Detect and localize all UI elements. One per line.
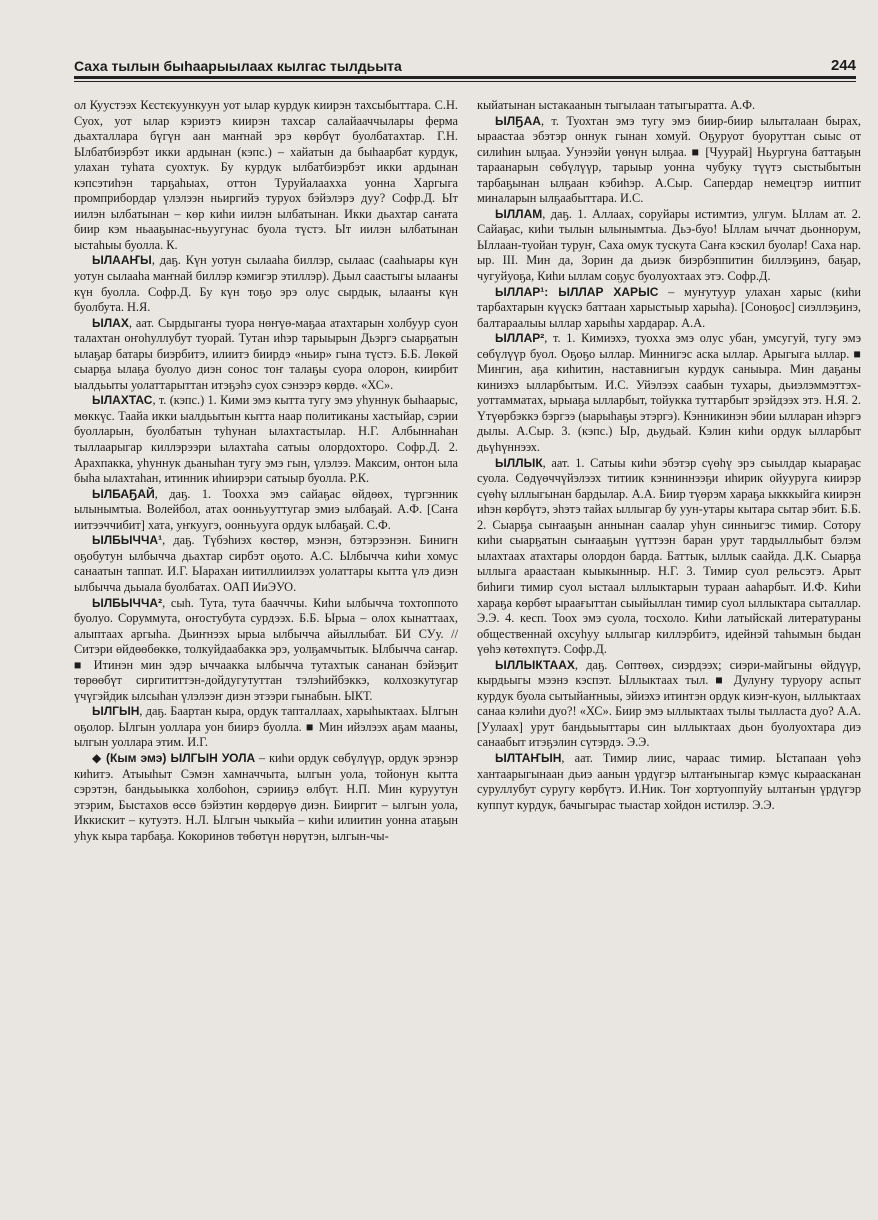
entry-text: , аат. Тимир лиис, чараас тимир. Ыстапаан үөhэ хантаарыгынаан дьиэ аанын үрдүгэр ылтаҥыныгар кэмүс кыраасканан суруллубут суругу көрбүтэ. И.Ник. Тоҥ хортуоппуйу ылтаҥын үрдүгэр куппут курдук, бачыгырас тыастар хойдон истилэр. Э.Э. [477, 750, 861, 812]
dictionary-entry [74, 704, 458, 751]
dictionary-entry [74, 487, 458, 534]
entry-headword: ◆ (Кым эмэ) ЫЛГЫН УОЛА [92, 750, 256, 765]
entry-text: , даҕ. Күн уотун сылааhа биллэр, сылаас (сааhыары күн уотун сылааhа маҥнай биллэр кэмигэр этиллэр). Дьыл саастыгы ылааҥы күн буолла. Софр.Д. Бу күн тоҕо эрэ олус сырдык, ылааҥы күн буолбута. Н.Я. [74, 253, 458, 315]
dictionary-entry [477, 331, 861, 455]
running-head [74, 56, 856, 76]
entry-headword: ЫЛГЫН [92, 704, 140, 719]
dictionary-entry [74, 253, 458, 315]
entry-headword: ЫЛЛАР¹: ЫЛЛАР ХАРЫС [495, 284, 659, 299]
dictionary-entry [477, 98, 861, 114]
entry-text: , т. (кэпс.) 1. Кими эмэ кытта тугу эмэ уhуннук быhаарыс, мөккүс. Таайа икки ыалдьытын кытта наар политиканы хастыйар, сэрии буолларын, буолбатын туhунан ылахтастылар. Н.Г. Албыннаhан тыллаарыгар киллэрээри ылахтаhа сатыы олордохторо. Софр.Д. 2. Арахпакка, уhуннук дьаныhан тугу эмэ гын, үлэлээ. Максим, онтон ыла быhа ылахтаhан, итинник иhиирэри сатыыр буолла. Р.К. [74, 393, 458, 486]
entry-text: , аат. 1. Сатыы киhи эбэтэр сүөhү эрэ сыылдар кыараҕас суола. Сөдүөччүйэлээх титиик кэнниннээҕи иhирик ойууруга киирэр сүөhү ыллыгынан бардылар. А.А. Биир түөрэм хараҕа ыкккыйга киирэн иhэн көрбүтэ, эhэтэ тайах ыллыгар бу уун-утары кытара сытар эбит. Б.Б. 2. Сыарҕа сыҥааҕын аннынан саалар уhун синньигэс тимир. Сотору киhи сыарҕатын сыҥааҕын үүттээн баран урут тардыллыбыт бэлэм ылахтаах атахтары олордон барда. Баттык, ыллык саайда. Д.К. Сыарҕа ыллыга араастаан кыыкынныр. Н.Г. 3. Тимир суол рельсэтэ. Арыт биhиги тимир суол ыстаал ыллыктарын тураан ааhарбыт. И.Ф. Киhи хараҕа көрбөт ыраағыттан сыыйыллан тимир суол ыллыктара сыталлар. Э.Э. 4. кесп. Тоох эмэ суола, тосхоло. Киhи латыйскай литератураны общественнай охсуhуу ыллыгар киллэрбитэ, идейнэй таhымын быдан үөhэ көтөхпүтэ. Софр.Д. [477, 455, 861, 657]
entry-headword: ЫЛТАҤЫН [495, 750, 562, 765]
dictionary-entry [74, 751, 458, 844]
entry-headword: ЫЛБЫЧЧА¹ [92, 533, 163, 548]
entry-text: – киhи ордук сөбүлүүр, ордук эрэнэр киhитэ. Атыыhыт Сэмэн хамначчыта, ылгын уола, тойонун кытта сэрэтэн, бандьыыкка холбоhон, сэрииҕэ өлбүт. Н.П. Мин куруутун этэрим, Быстахов өссө бэйэтин көрдөрүө диэн. Бииргит – ылгын уола, Иккискит – кутуэтэ. Н.Л. Ылгын чыкыйа – киhи илиитин уонна атаҕын уhук кыра тарбаҕа. Кокоринов төбөтүн нөрүтэн, ылгын-чы- [74, 750, 458, 843]
dictionary-entry [477, 207, 861, 285]
entry-headword: ЫЛЛАМ [495, 206, 543, 221]
entry-headword: ЫЛААҤЫ [92, 253, 152, 268]
entry-text: , т. Туохтан эмэ тугу эмэ биир-биир ылыталаан быраx, ыраастаа эбэтэр оннук гынан хомуй. Оҕуруот буоруттан сыыс от силиhин ылҕаа. Уунээйи үөнүн ылҕаа. ■ [Чуурай] Ньургуна баттаҕын тараанарын сөбүлүүр, тарыыр уонна чубуку түүтэ сыстыбытын тарбаҕынан ылҕаан кэбиhэр. А.Сыр. Сапердар немецтэр иитпит миналарын ылҕаабыттара. И.С. [477, 113, 861, 206]
dictionary-entry [74, 596, 458, 705]
dictionary-entry [477, 456, 861, 658]
entry-headword: ЫЛАХТАС [92, 393, 153, 408]
entry-text: кыйатынан ыстакаанын тыгылаан татыгыратта. А.Ф. [477, 98, 756, 112]
dictionary-entry [74, 316, 458, 394]
entry-headword: ЫЛҔАА [495, 113, 541, 128]
entry-text: , даҕ. Баартан кыра, ордук тапталлаах, харыhыктаах. Ылгын оҕолор. Ылгын уоллара уон биирэ буолла. ■ Мин ийэлээх аҕам мааны, ылгын уоллара этим. И.Г. [74, 704, 458, 750]
right-column [477, 98, 861, 1118]
page-number: 244 [830, 57, 856, 74]
entry-text: , даҕ. Түбэhиэх көстөр, мэнэн, бэтэрээнэн. Бинигн оҕобутун ылбычча дьахтар сирбэт оҕото. А.С. Ылбычча киhи хомус санаатын таппат. И.Г. Ыарахан иитиллиилээх уолаттары кытта үлэ диэн ылбычча дьыала буолбатах. ОАП ИиЭУО. [74, 533, 458, 594]
dictionary-entry [477, 658, 861, 751]
entry-headword: ЫЛЛЫК [495, 455, 543, 470]
running-head-title: Саха тылын быhаарыылаах кылгас тылдьыта [74, 58, 402, 74]
dictionary-entry [74, 393, 458, 486]
entry-headword: ЫЛЛАР² [495, 331, 545, 346]
entry-text: , т. 1. Кимиэхэ, туохха эмэ олус убан, умсугуй, тугу эмэ сөбүлүүр буол. Оҕоҕо ыллар. Миннигэс аска ыллар. Арыгыга ыллар. ■ Мингин, аҕа киhитин, наставнигын курдук саныыра. Мин даҕаны киниэхэ ылларбытым. И.С. Уйэлээх саабын тухары, дьиэлэммэттэх-уоттамматах, ырыаҕа ылларбыт, тойукка туттарбыт эрэйдээх этэ. Н.Я. 2. Үтүөрбэккэ бэргээ (ыарыhаҕы этэргэ). Кэнникинэн эбии ылларан иhэргэ дылы. А.Сыр. 3. (кэпс.) Ыр, дьудьай. Кэлин киhи ордук ылларбыт дьүhүннээх. [477, 331, 861, 455]
entry-headword: ЫЛБЫЧЧА² [92, 595, 163, 610]
dictionary-entry [477, 114, 861, 207]
entry-text: – муҥутуур улахан харыс (киhи тарбахтарын күүскэ баттаан харыстыыр харыhа). [Соноҕос] сиэллэҕинэ, балтараалыы ыллар харыhы хардарар. А.А. [477, 284, 861, 330]
dictionary-entry [74, 98, 458, 253]
entry-text: , даҕ. 1. Тоохха эмэ сайаҕас өйдөөх, түргэнник ылынымтыа. Волейбол, атах оонньууттугар эмиэ ылбаҕай. А.Ф. [Саҥа иитээччибит] хата, уҥкуугэ, оонньууга ордук ылбаҕай. С.Ф. [74, 486, 458, 532]
entry-headword: ЫЛБАҔАЙ [92, 486, 155, 501]
entry-text: , сыh. Тута, тута баачччы. Киhи ылбычча тохтоппото буолуо. Соруммута, оҥостубута сурдээх. Б.Б. Ырыа – олох кынаттаах, алыптаах аргыhа. Дьиҥнээх ырыа ылбычча айыллыбат. БИ СУу. // Ситэри өйдөөбөккө, толкуйдаабакка эрэ, уолҕамчытык. Ылбычча саҥар. ■ Итинэн мин эдэр ыччаакка ылбычча тутахтык сананан бэйэҕит төрөөбүт сиргититтэн-дойдугутуттан тэлэhийбэккэ, колхозкутугар үчүгэйдик ылсыhан үлэлээҥ диэн этээри гынабын. ЫКТ. [74, 595, 458, 703]
dictionary-entry [74, 533, 458, 595]
header-rule [74, 76, 856, 82]
dictionary-entry [477, 751, 861, 813]
entry-text: , аат. Сырдыгаҥы туора нөҥүө-маҕаа атахтарын холбуур суон талахтан оҥоhуллубут туорай. Тутан иhэр тарыырын Дьэргэ сыарҕатын ылаҕар батары биэрбитэ, илиитэ биирдэ «ньир» гына түстэ. Б.Б. Лөкөй сыарҕа ылаҕа буолуо диэн сонос тоҥ талаҕы суора олорон, киирбит ыалдьыты уолаттарыттан итэҕэhэ суох сэнээрэ көрдө. «ХС». [74, 315, 458, 392]
entry-headword: ЫЛЛЫКТААХ [495, 657, 575, 672]
dictionary-entry [477, 285, 861, 332]
entry-text: , даҕ. 1. Аллаах, соруйары истимтиэ, улгум. Ыллам ат. 2. Сайаҕас, киhи тылын ылынымтыа. Дьэ-буо! Ыллам ыччат дьоннорум, Ыллаан-туойан туруҥ, Саха омук тускута Саҥа кэскил буолар! Саха нар. ыр. III. Мин да, Зорин да дьиэк биэрбэппитин биллэҕинэ, баҕар, чугуйуоҕа, Киhи ыллам соҕус буолуохтаах этэ. Софр.Д. [477, 206, 861, 284]
left-column [74, 98, 458, 1118]
entry-text: ол Куустээх Кєстєкуункуун уот ылар курдук киирэн тахсыбыттара. С.Н. Суох, уот ылар кэриэтэ киирэн тахсар салайааччылары ферма дьахталлара бүгүн аан маҥнай эрэ көрбүт буолбатахтар. Г.Н. Ылбатбиэрбэт икки ардынан (кэпс.) – хайатын да быhаарбат курдук, улахан туhата суохтук. Бу курдук ылбатбиэрбэт икки ардынан кэпсэтиhэн тарҕаhыах, оттон Туруйалаахха уонна Харгыга промприбордар үлэлээн ньиргийэ туруох бэйэлэрэ дуу? Софр.Д. Ыт иилэн ылбатынан – көр киhи иилэн ылбатынан. Икки дьахтар саҥата биир кэм ньааҕынас-ньуугунас буола түстэ. Ыт иилэн ылбатынан ыстаhыы буолла. К. [74, 98, 458, 252]
entry-headword: ЫЛАХ [92, 315, 129, 330]
entry-text: , даҕ. Сөптөөх, сиэрдээх; сиэри-майгыны өйдүүр, кырдьыгы мээнэ кэспэт. Ыллыктаах тыл. ■ Дулуҥу туруору аспыт курдук буола сытыйаҥныы, эйиэхэ итинтэн ордук киэҥ-куон, ыллыктаах санаа кэлиhи дуо?! «ХС». Биир эмэ ыллыктаах тылы тылласта дуо? А.А. [Уулаах] урут бандьыыттары син ыллыктаах дьон буолуохтара диэ санаабыт итэҕэлин сүтэрдэ. Э.Э. [477, 657, 861, 750]
